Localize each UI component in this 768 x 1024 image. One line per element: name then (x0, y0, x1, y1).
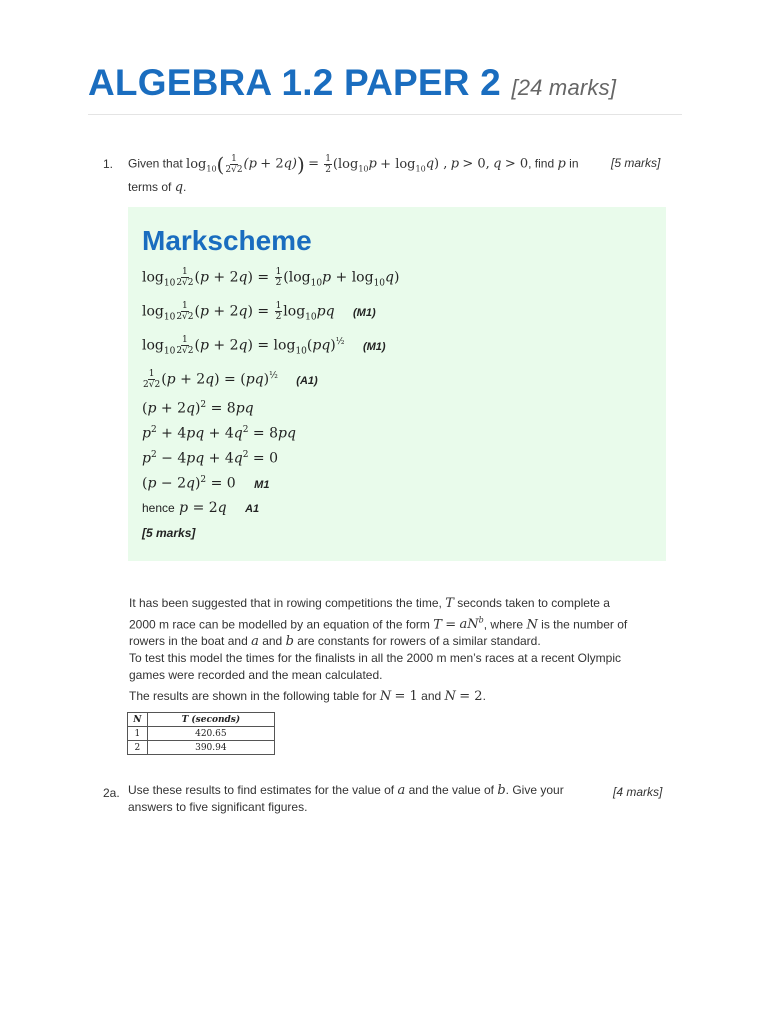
markscheme-line-3: $\log_{10}$ $\frac{1}{2√2}$ $(p + 2q) = \log_{10}(pq)^{\frac{1}{2}}$ (M1) (142, 335, 386, 357)
context-paragraph-1: It has been suggested that in rowing competitions the time, T seconds taken to complete a 2000 m race can be modelled by an equation of the form $T = aN^b$, where N is the number of rowers in the boat and a and b are constants for rowers of a similar standard. (129, 596, 628, 650)
question-1-marks: [5 marks] (611, 156, 661, 170)
context-paragraph-3: The results are shown in the following table for N = 1 and N = 2. (129, 689, 486, 704)
markscheme-line-7: $p^2 - 4pq + 4q^2 = 0$ (142, 450, 278, 467)
question-2a-number: 2a. (103, 786, 120, 800)
question-2a-text: Use these results to find estimates for the value of a and the value of b. Give your answers to five significant figures. (128, 783, 564, 814)
table-cell: 390.94 (147, 741, 274, 755)
table-row (128, 727, 275, 741)
question-1-text: Given that $\log_{10}$( $\frac{1}{2√2}$ (p + 2q)) = $\frac{1}{2}$ $(\log_{10}p + \log_{10}q)$ , p > 0, q > 0, find p in terms of q. (128, 152, 579, 196)
markscheme-title: Markscheme (142, 225, 312, 256)
title-marks: [24 marks] (511, 75, 617, 100)
table-header: N (128, 713, 148, 727)
table-header-row (128, 713, 275, 727)
page-title (88, 62, 616, 104)
table-row (128, 741, 275, 755)
table-header: T (seconds) (147, 713, 274, 727)
table-cell: 2 (128, 741, 148, 755)
question-2a-marks: [4 marks] (613, 785, 663, 799)
question-1-number: 1. (103, 157, 114, 171)
markscheme-line-1: $\log_{10}$ $\frac{1}{2√2}$ (p + 2q) = $\frac{1}{2}$ $(\log_{10}p + \log_{10}q)$ (142, 267, 400, 289)
markscheme-total: [5 marks] (142, 526, 196, 540)
markscheme-box (128, 207, 666, 561)
markscheme-line-8: $(p - 2q)^2 = 0$ M1 (142, 475, 270, 492)
markscheme-line-2: $\log_{10}$ $\frac{1}{2√2}$ (p + 2q) = $\frac{1}{2}$ $\log_{10}pq$ (M1) (142, 301, 376, 323)
context-paragraph-2: To test this model the times for the finalists in all the 2000 m men’s races at a recent Olympic games were recorded and the mean calculated. (129, 651, 621, 682)
table-cell: 420.65 (147, 727, 274, 741)
markscheme-line-6: $p^2 + 4pq + 4q^2 = 8pq$ (142, 425, 296, 442)
header-divider (88, 114, 682, 115)
markscheme-line-5: $(p + 2q)^2 = 8pq$ (142, 400, 254, 417)
title-text: ALGEBRA 1.2 PAPER 2 (88, 62, 501, 103)
table-cell: 1 (128, 727, 148, 741)
markscheme-line-4: $\frac{1}{2√2}$ (p + 2q) = (pq)$^{\frac{1}{2}}$ (A1) (143, 369, 318, 390)
results-table (127, 712, 275, 755)
markscheme-line-9: hence p = 2q A1 (142, 500, 260, 516)
